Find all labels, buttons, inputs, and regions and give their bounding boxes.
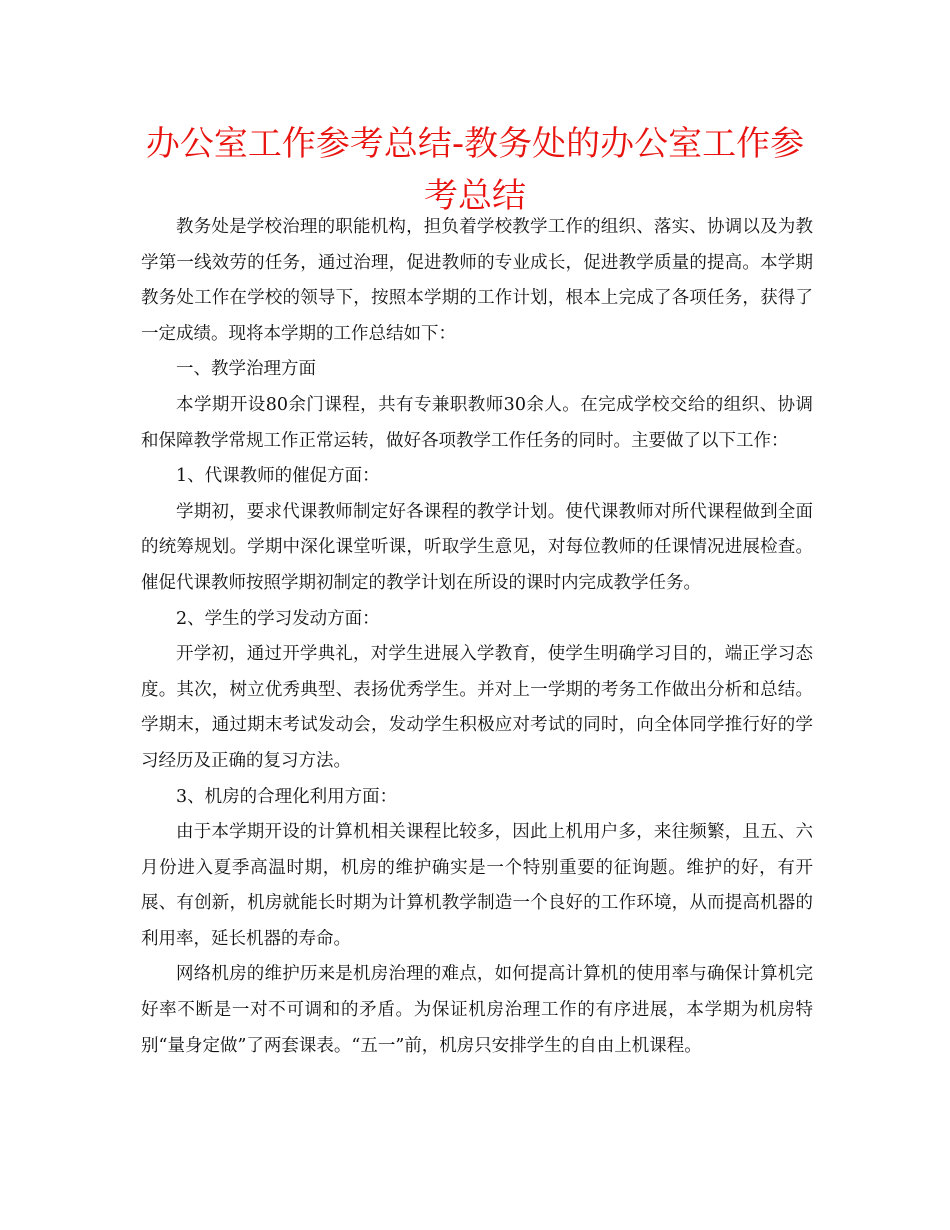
subheading-computer-room: 3、机房的合理化利用方面：	[176, 786, 398, 807]
subheading-substitute-teachers: 1、代课教师的催促方面：	[176, 466, 380, 487]
subheading-student-mobilization: 2、学生的学习发动方面：	[176, 608, 380, 629]
paragraph-courses-overview: 本学期开设80余门课程，共有专兼职教师30余人。在完成学校交给的组织、协调和保障教学常规工作正常运转，做好各项教学工作任务的同时。主要做了以下工作：	[141, 394, 813, 451]
paragraph-student-mobilization: 开学初，通过开学典礼，对学生进展入学教育，使学生明确学习目的，端正学习态度。其次，树立优秀典型、表扬优秀学生。并对上一学期的考务工作做出分析和总结。学期末，通过期末考试发动会，发动学生积极应对考试的同时，向全体同学推行好的学习经历及正确的复习方法。	[141, 644, 813, 771]
section-heading-teaching-management: 一、教学治理方面	[176, 359, 316, 380]
document-title: 办公室工作参考总结-教务处的办公室工作参考总结	[145, 124, 805, 216]
paragraph-network-room: 网络机房的维护历来是机房治理的难点，如何提高计算机的使用率与确保计算机完好率不断是一对不可调和的矛盾。为保证机房治理工作的有序进展，本学期为机房特别“量身定做”了两套课表。“五一”前，机房只安排学生的自由上机课程。	[141, 964, 813, 1056]
document-body	[141, 210, 813, 1064]
paragraph-computer-room: 由于本学期开设的计算机相关课程比较多，因此上机用户多，来往频繁，且五、六月份进入夏季高温时期，机房的维护确实是一个特别重要的征询题。维护的好，有开展、有创新，机房就能长时期为计算机教学制造一个良好的工作环境，从而提高机器的利用率，延长机器的寿命。	[141, 822, 813, 949]
paragraph-substitute-teachers: 学期初，要求代课教师制定好各课程的教学计划。使代课教师对所代课程做到全面的统筹规划。学期中深化课堂听课，听取学生意见，对每位教师的任课情况进展检查。催促代课教师按照学期初制定的教学计划在所设的课时内完成教学任务。	[141, 501, 813, 593]
paragraph-intro: 教务处是学校治理的职能机构，担负着学校教学工作的组织、落实、协调以及为教学第一线效劳的任务，通过治理，促进教师的专业成长，促进教学质量的提高。本学期教务处工作在学校的领导下，按照本学期的工作计划，根本上完成了各项任务，获得了一定成绩。现将本学期的工作总结如下：	[141, 217, 813, 344]
